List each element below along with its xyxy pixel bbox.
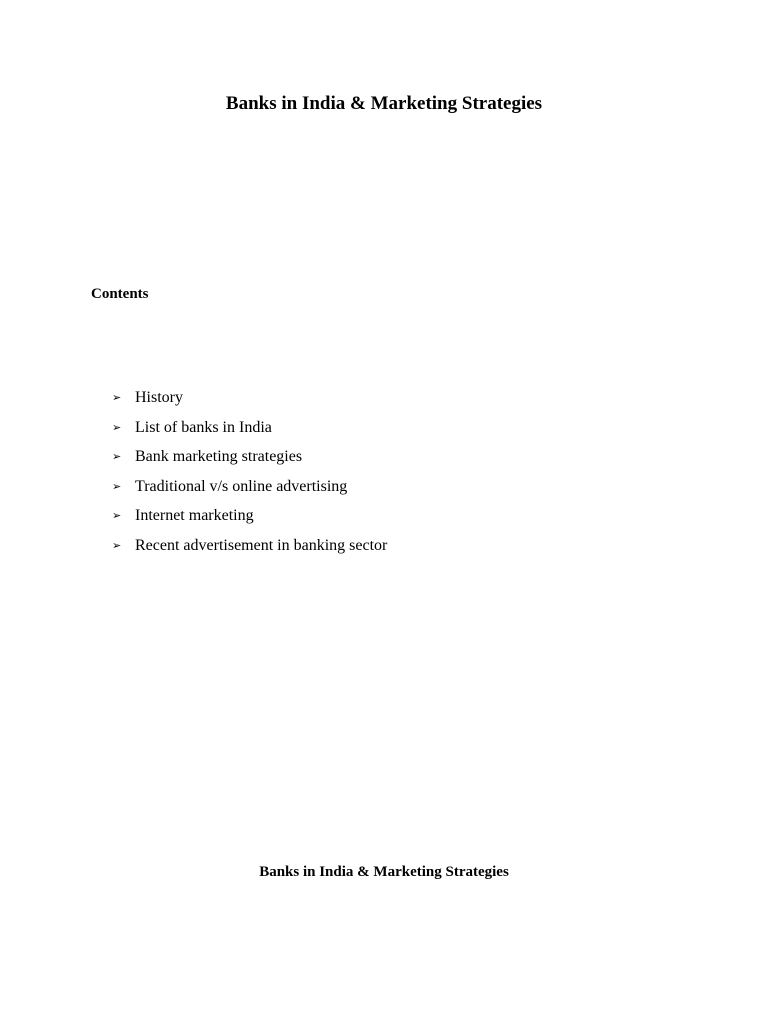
toc-item-list-of-banks	[112, 417, 387, 447]
arrow-bullet-icon: ➢	[112, 420, 122, 434]
toc-item-label: History	[135, 389, 183, 406]
toc-item-label: Bank marketing strategies	[135, 448, 303, 465]
toc-item-traditional-vs-online	[112, 476, 387, 506]
toc-item-label: Recent advertisement in banking sector	[135, 536, 388, 554]
toc-item-internet-marketing	[112, 505, 387, 535]
contents-heading: Contents	[91, 286, 149, 302]
toc-item-history	[112, 387, 387, 417]
arrow-bullet-icon: ➢	[112, 391, 122, 404]
arrow-bullet-icon: ➢	[112, 479, 122, 493]
table-of-contents	[112, 387, 387, 564]
arrow-bullet-icon: ➢	[112, 509, 122, 522]
toc-item-recent-advertisement	[112, 535, 387, 565]
toc-item-label: Traditional v/s online advertising	[135, 477, 348, 495]
toc-item-label: List of banks in India	[135, 418, 272, 436]
page-title: Banks in India & Marketing Strategies	[225, 93, 543, 114]
section-title: Banks in India & Marketing Strategies	[259, 864, 509, 880]
toc-item-label: Internet marketing	[135, 507, 254, 524]
arrow-bullet-icon: ➢	[112, 538, 122, 552]
toc-item-bank-marketing-strategies	[112, 446, 387, 476]
arrow-bullet-icon: ➢	[112, 450, 122, 463]
